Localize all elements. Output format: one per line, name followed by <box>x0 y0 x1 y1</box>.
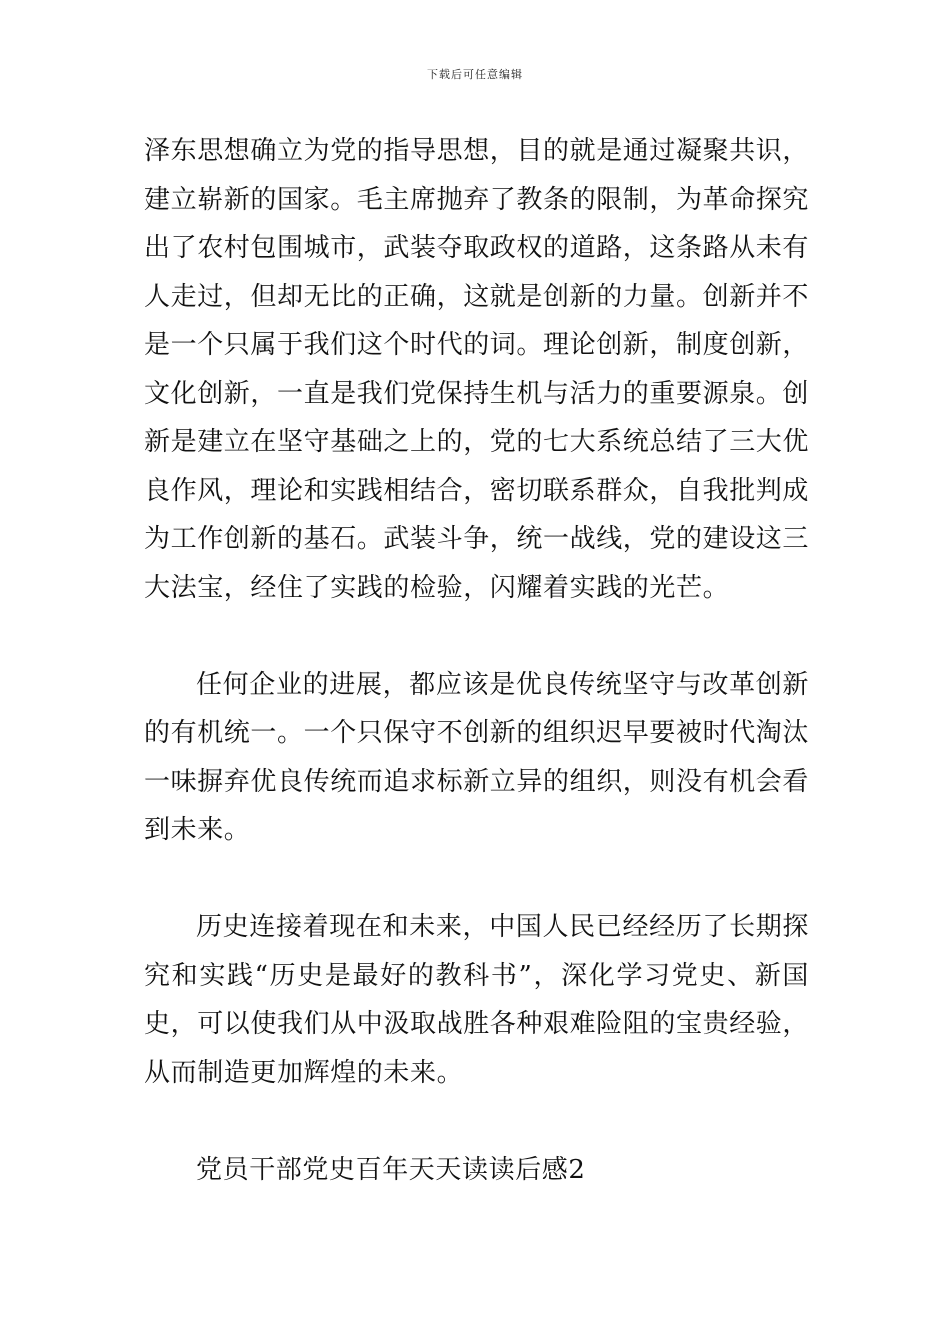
paragraph-1: 泽东思想确立为党的指导思想，目的就是通过凝聚共识，建立崭新的国家。毛主席抛弃了教条的限制，为革命探究出了农村包围城市，武装夺取政权的道路，这条路从未有人走过，但却无比的正确，这就是创新的力量。创新并不是一个只属于我们这个时代的词。理论创新，制度创新，文化创新，一直是我们党保持生机与活力的重要源泉。创新是建立在坚守基础之上的，党的七大系统总结了三大优良作风，理论和实践相结合，密切联系群众，自我批判成为工作创新的基石。武装斗争，统一战线，党的建设这三大法宝，经住了实践的检验，闪耀着实践的光芒。 <box>144 136 810 603</box>
section-title: 党员干部党史百年天天读读后感2 <box>196 1154 586 1185</box>
paragraph-3: 历史连接着现在和未来，中国人民已经经历了长期探究和实践“历史是最好的教科书”，深化学习党史、新国史，可以使我们从中汲取战胜各种艰难险阻的宝贵经验，从而制造更加辉煌的未来。 <box>144 912 810 1088</box>
paragraph-gap <box>144 1097 809 1146</box>
paragraph-gap <box>144 612 809 661</box>
page-header: 下载后可任意编辑 <box>427 68 523 81</box>
paragraph-gap <box>144 855 809 904</box>
document-body <box>144 127 809 1194</box>
paragraph-2: 任何企业的进展，都应该是优良传统坚守与改革创新的有机统一。一个只保守不创新的组织迟早要被时代淘汰一味摒弃优良传统而追求标新立异的组织，则没有机会看到未来。 <box>144 669 810 845</box>
